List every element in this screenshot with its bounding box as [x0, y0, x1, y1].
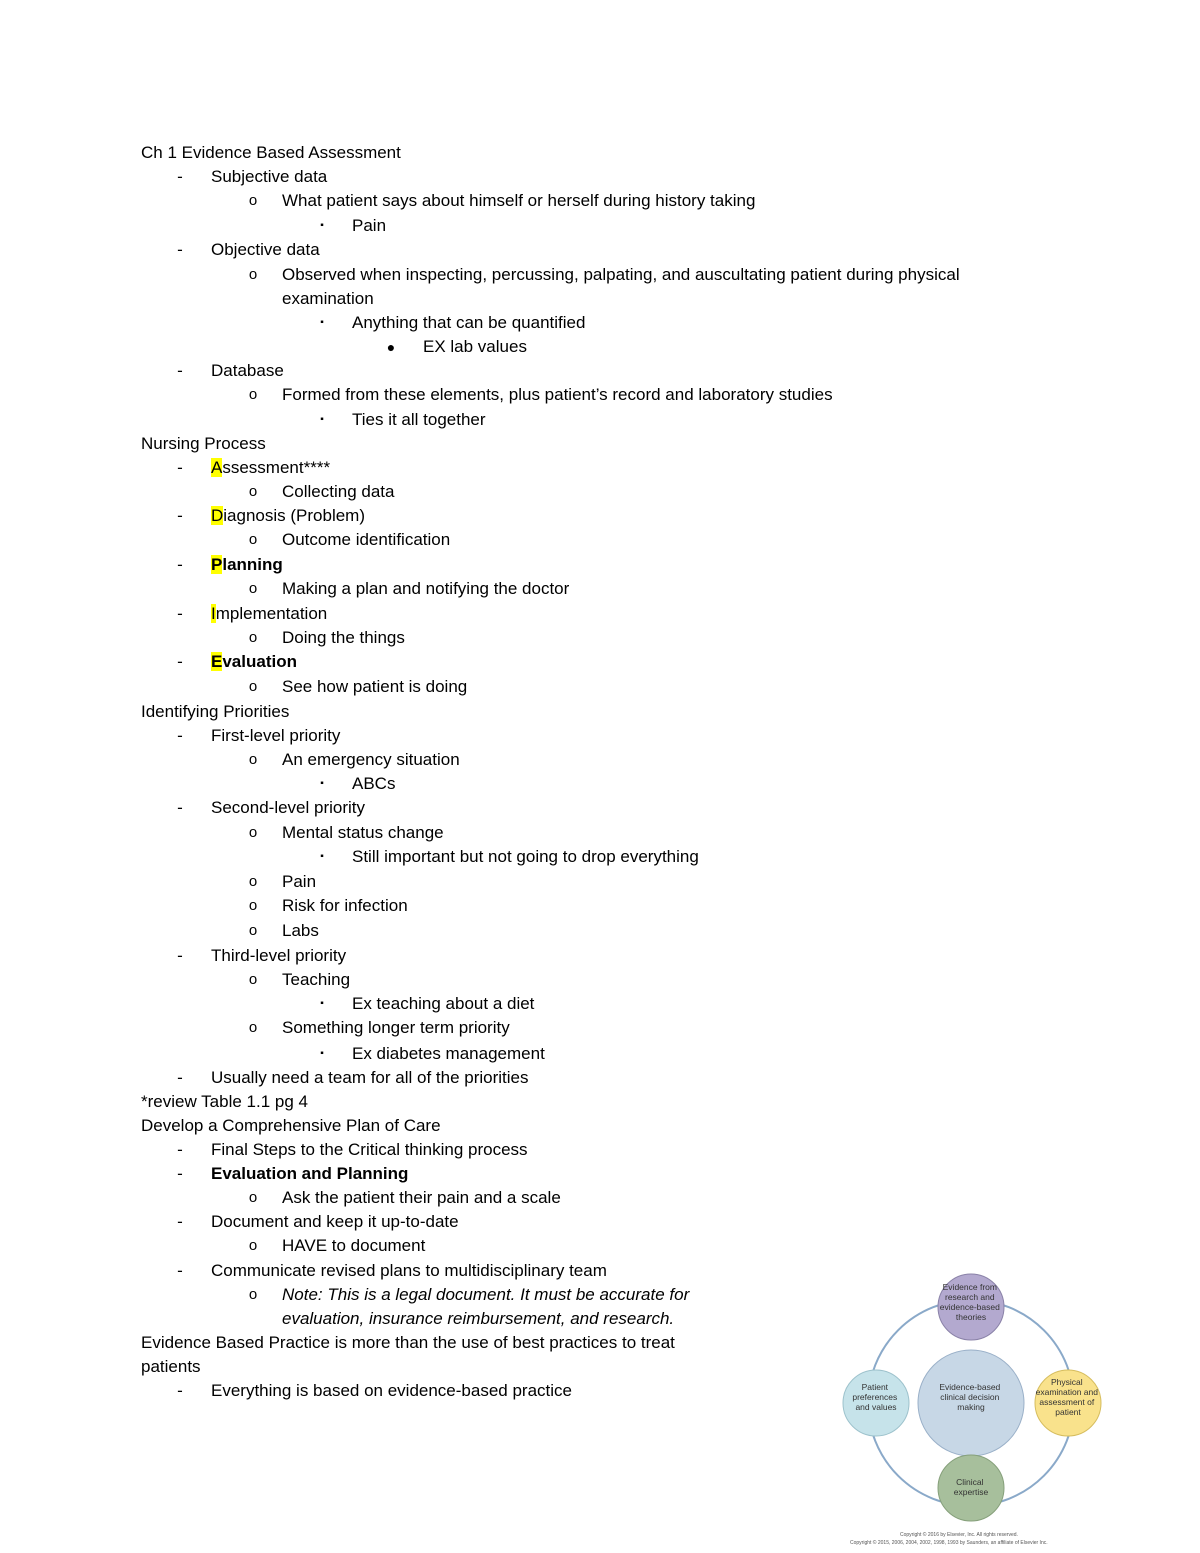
dash-marker: -	[177, 506, 183, 525]
bullet-marker: ●	[386, 339, 396, 355]
circle-marker: o	[248, 971, 258, 988]
dash-marker: -	[177, 726, 183, 745]
highlight-letter: A	[211, 458, 223, 477]
diagram-copyright-2: Copyright © 2015, 2006, 2004, 2002, 1998, 1993 by Saunders, an affiliate of Elsevier Inc.	[850, 1540, 1048, 1546]
circle-marker: o	[248, 629, 258, 646]
dash-marker: -	[177, 555, 183, 574]
ebp-diagram	[840, 1262, 1104, 1552]
circle-marker: o	[248, 824, 258, 841]
dash-marker: -	[177, 167, 183, 186]
square-marker: ▪	[320, 851, 324, 862]
highlight-letter: I	[211, 604, 216, 623]
dash-marker: -	[177, 458, 183, 477]
diagram-top-label: Evidence from research and evidence-based theories	[939, 1282, 1000, 1322]
circle-marker: o	[248, 897, 258, 914]
square-marker: ▪	[320, 778, 324, 789]
circle-marker: o	[248, 1019, 258, 1036]
diagram-left-label: Patient preferences and values	[852, 1382, 898, 1412]
dash-marker: -	[177, 946, 183, 965]
circle-marker: o	[248, 580, 258, 597]
diagram-right-label: Physical examination and assessment of patient	[1035, 1377, 1099, 1417]
circle-marker: o	[248, 266, 258, 283]
circle-marker: o	[248, 531, 258, 548]
diagram-bottom-label: Clinical expertise	[953, 1477, 989, 1497]
dash-marker: -	[177, 798, 183, 817]
square-marker: ▪	[320, 998, 324, 1009]
diagram-center-label: Evidence-based clinical decision making	[939, 1382, 1001, 1412]
square-marker: ▪	[320, 414, 324, 425]
circle-marker: o	[248, 483, 258, 500]
highlight-letter: D	[211, 506, 224, 525]
circle-marker: o	[248, 922, 258, 939]
circle-marker: o	[248, 1189, 258, 1206]
dash-marker: -	[177, 1261, 183, 1280]
dash-marker: -	[177, 652, 183, 671]
circle-marker: o	[248, 386, 258, 403]
square-marker: ▪	[320, 1048, 324, 1059]
document-page: Ch 1 Evidence Based Assessment - Subjective data o What patient says about himself or herself during history taking ▪ Pain - Objective data o Observed when inspecting, percussing, palpating, and auscultating patient during physical examination ▪ Anything that can be quantified ● EX lab values - Database o Formed from these elements, plus patient’s record and laboratory studies ▪ Ties it all together Nursing Process - Assessment**** o Collecting data - Diagnosis (Problem) o Outcome identification - Planning o Making a plan and notifying the doctor - Implementation o Doing the things - Evaluation o See how patient is doing Identifying Priorities - First-level priority o An emergency situation ▪ ABCs - Second-level priority o Mental status change ▪ Still important but not going to drop everything o Pain o Risk for infection o Labs - Third-level priority o Teaching ▪ Ex teaching about a diet o Something longer term priority ▪ Ex diabetes management - Usually need a team for all of the priorities *review Table 1.1 pg 4 Develop a Comprehensive Plan of Care - Final Steps to the Critical thinking process - Evaluation and Planning o Ask the patient their pain and a scale - Document and keep it up-to-date o HAVE to document - Communicate revised plans to multidisciplinary team o Note: This is a legal document. It must be accurate for evaluation, insurance reimbursement, and research. Evidence Based Practice is more than the use of best practices to treat patients - Everything is based on evidence-based practice Evidence from research and evidence-based theories Evidence-based clinical decision making Patient preferences and values Physical examination and assessment of patient Clinical expertise Copyright © 2016 by Elsevier, Inc. All rights reserved. Copyright © 2015, 2006, 2004, 2002, 1998, 1993 by Saunders, an affiliate of Elsevier Inc.	[0, 0, 1200, 1553]
dash-marker: -	[177, 604, 183, 623]
dash-marker: -	[177, 1140, 183, 1159]
dash-marker: -	[177, 1212, 183, 1231]
dash-marker: -	[177, 1381, 183, 1400]
diagram-copyright-1: Copyright © 2016 by Elsevier, Inc. All rights reserved.	[900, 1532, 1018, 1538]
dash-marker: -	[177, 1164, 183, 1183]
highlight-letter: P	[211, 555, 223, 574]
circle-marker: o	[248, 1286, 258, 1303]
dash-marker: -	[177, 1068, 183, 1087]
square-marker: ▪	[320, 220, 324, 231]
circle-marker: o	[248, 1237, 258, 1254]
circle-marker: o	[248, 751, 258, 768]
highlight-letter: E	[211, 652, 223, 671]
dash-marker: -	[177, 361, 183, 380]
dash-marker: -	[177, 240, 183, 259]
circle-marker: o	[248, 192, 258, 209]
circle-marker: o	[248, 678, 258, 695]
circle-marker: o	[248, 873, 258, 890]
square-marker: ▪	[320, 317, 324, 328]
